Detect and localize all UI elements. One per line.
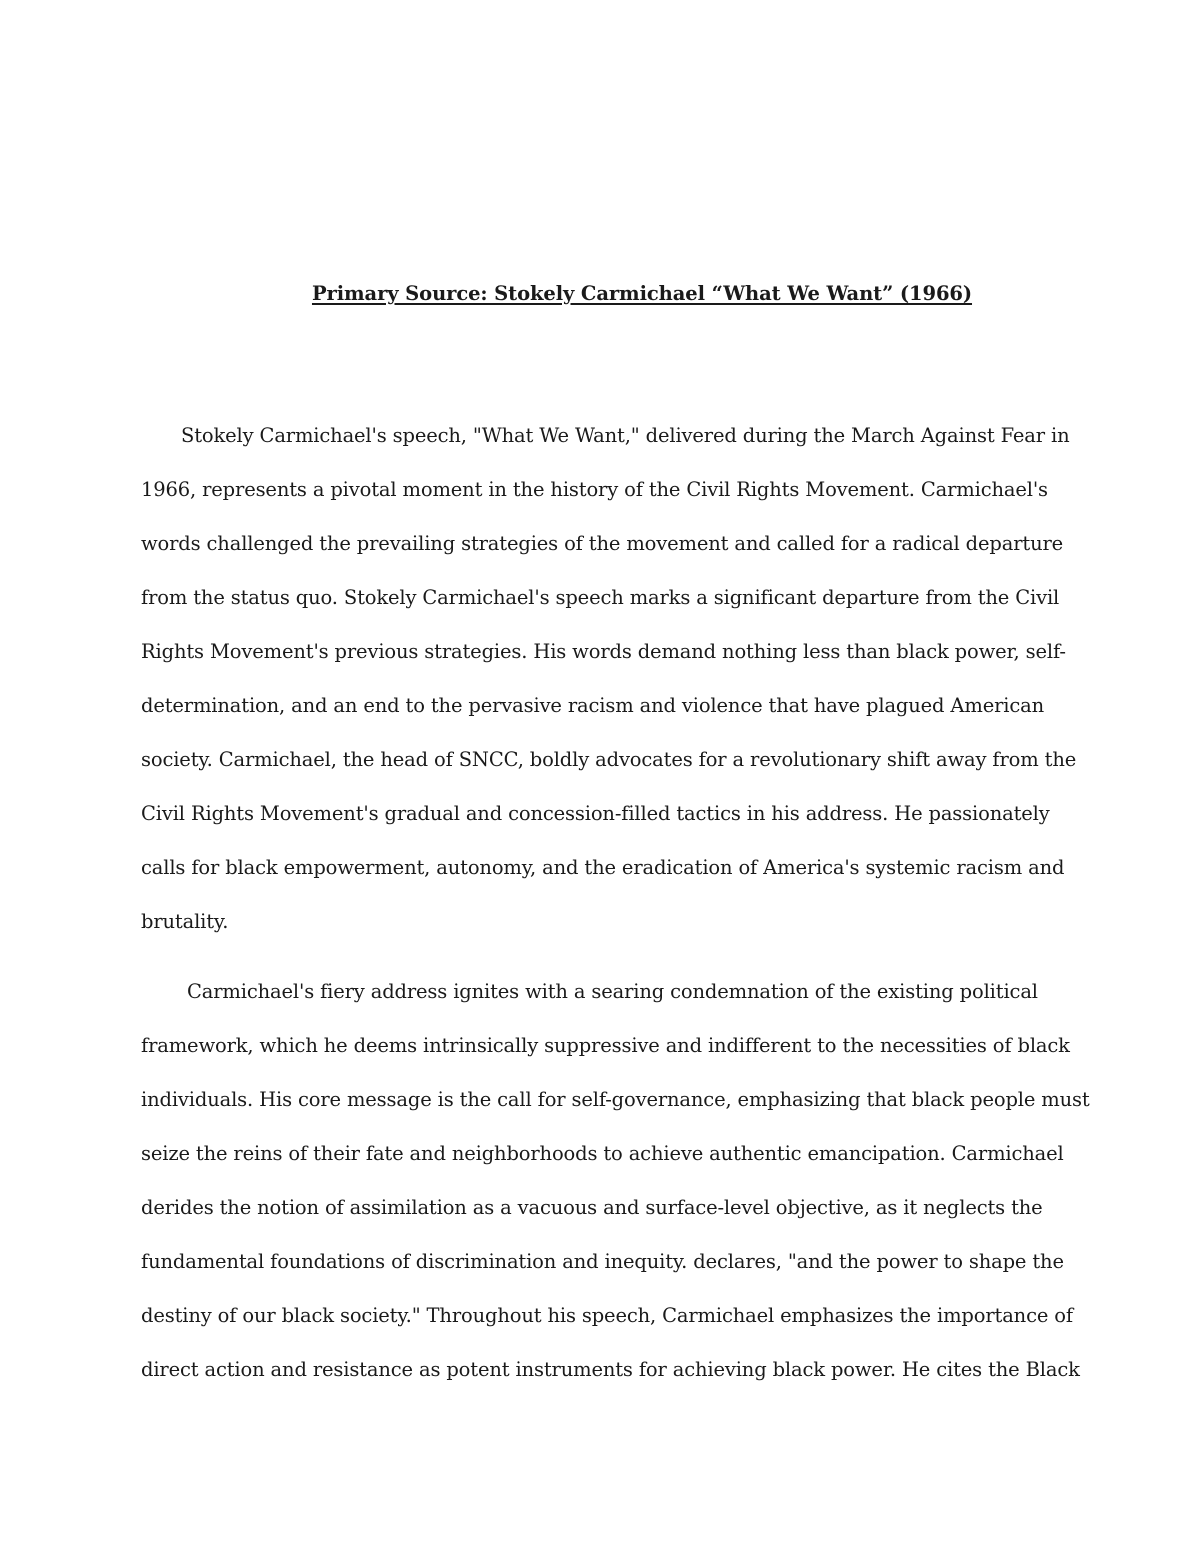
paragraph-1-line-3: words challenged the prevailing strategies of the movement and called for a radical departure (141, 532, 1064, 555)
paragraph-2-line-8: direct action and resistance as potent instruments for achieving black power. He cites the Black (141, 1358, 1080, 1381)
paragraph-1-line-4: from the status quo. Stokely Carmichael's speech marks a significant departure from the Civil (141, 586, 1060, 609)
paragraph-2-line-5: derides the notion of assimilation as a vacuous and surface-level objective, as it neglects the (141, 1196, 1043, 1219)
paragraph-2-line-1: Carmichael's fiery address ignites with a searing condemnation of the existing political (187, 980, 1038, 1003)
paragraph-2-line-3: individuals. His core message is the call for self-governance, emphasizing that black people must (141, 1088, 1090, 1111)
paragraph-1-line-8: Civil Rights Movement's gradual and concession-filled tactics in his address. He passionately (141, 802, 1050, 825)
paragraph-2-line-7: destiny of our black society." Throughout his speech, Carmichael emphasizes the importance of (141, 1304, 1073, 1327)
paragraph-1-line-5: Rights Movement's previous strategies. His words demand nothing less than black power, self- (141, 640, 1066, 663)
paragraph-2-line-6: fundamental foundations of discrimination and inequity. declares, "and the power to shape the (141, 1250, 1064, 1273)
paragraph-1-line-9: calls for black empowerment, autonomy, and the eradication of America's systemic racism and (141, 856, 1065, 879)
paragraph-2-line-4: seize the reins of their fate and neighborhoods to achieve authentic emancipation. Carmichael (141, 1142, 1064, 1165)
paragraph-1-line-6: determination, and an end to the pervasive racism and violence that have plagued American (141, 694, 1045, 717)
paragraph-1-line-2: 1966, represents a pivotal moment in the history of the Civil Rights Movement. Carmichael's (141, 478, 1048, 501)
paragraph-1-line-1: Stokely Carmichael's speech, "What We Want," delivered during the March Against Fear in (181, 424, 1070, 447)
paragraph-2-line-2: framework, which he deems intrinsically suppressive and indifferent to the necessities of black (141, 1034, 1070, 1057)
document-title: Primary Source: Stokely Carmichael “What We Want” (1966) (311, 282, 973, 305)
paragraph-1-line-7: society. Carmichael, the head of SNCC, boldly advocates for a revolutionary shift away from the (141, 748, 1077, 771)
paragraph-1-line-10: brutality. (141, 910, 229, 933)
